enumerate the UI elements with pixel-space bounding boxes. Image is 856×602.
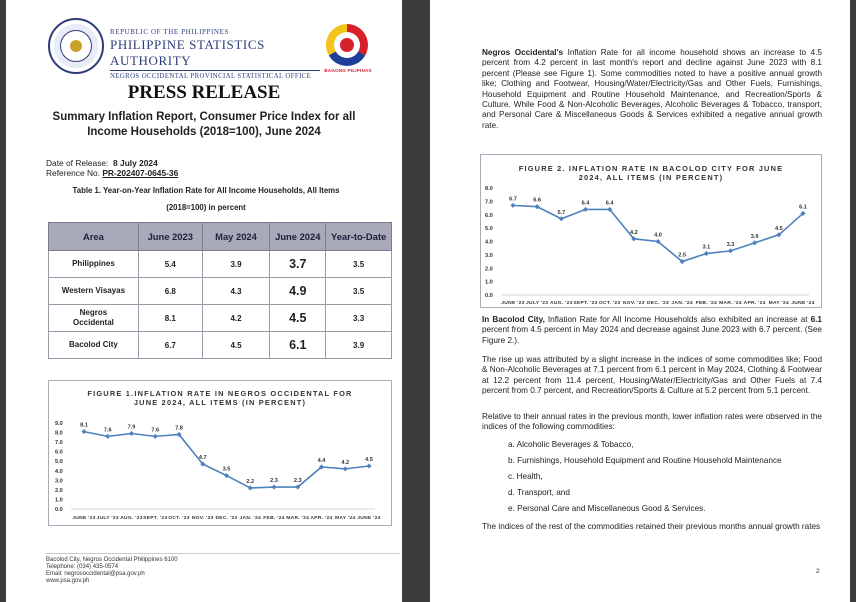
cell-ytd: 3.5: [326, 251, 392, 278]
figure-1-data-point: [271, 484, 276, 489]
cell-june-2024: 3.7: [270, 251, 326, 278]
figure-2-y-tick-label: 8.0: [485, 186, 493, 192]
figure-1-chart: [48, 380, 392, 526]
col-header-area: Area: [49, 223, 139, 251]
cell-area: Western Visayas: [49, 278, 139, 305]
figure-2-x-tick-label: FEB. '24: [695, 301, 718, 306]
figure-1-data-label: 3.5: [222, 466, 231, 473]
figure-2-data-label: 3.1: [702, 244, 711, 251]
figure-1-x-tick-label: JULY '23: [96, 516, 119, 521]
reference-label: Reference No.: [46, 168, 100, 178]
figure-1-y-tick-label: 5.0: [55, 459, 63, 466]
footer-address: Bacolod City, Negros Occidental Philippines 6100: [46, 557, 178, 563]
figure-2-data-point: [559, 216, 564, 221]
cell-june-2024: 4.9: [270, 278, 326, 305]
cell-ytd: 3.9: [326, 332, 392, 359]
figure-1-x-tick-label: MAR. '24: [286, 516, 310, 521]
document-page-1: [6, 0, 402, 602]
release-date-label: Date of Release:: [46, 158, 109, 168]
col-header-may-2024: May 2024: [202, 223, 270, 251]
figure-2-y-tick-label: 3.0: [485, 252, 493, 259]
figure-2-data-label: 4.2: [629, 229, 638, 236]
paragraph-rise: The rise up was attributed by a slight increase in the indices of some commodities like; Food & Non-Alcoholic Beverages at 7.1 percent from 6.1 percent in May 2024, Clothing & Footwear at 12.2 percent from 11.4 percent, Housing/Water/Electricity/Gas and Other Fuels at 7.4 percent from 0.7 percent, and Recreation/Sports & Culture at 5.2 percent from 5.1 percent.: [482, 355, 822, 396]
cell-june-2023: 8.1: [138, 305, 202, 332]
figure-1-y-tick-label: 8.0: [55, 430, 63, 437]
footer-telephone: Telephone: (034) 435-0574: [46, 564, 119, 570]
commodity-list: [508, 440, 818, 520]
paragraph-body-b: percent from 4.5 percent in May 2024 and decrease against June 2023 with 6.7 percent. (See Figure 2.).: [482, 325, 822, 345]
figure-1-data-label: 2.3: [293, 478, 302, 485]
figure-1-data-label: 8.1: [80, 422, 88, 429]
figure-2-data-point: [704, 251, 709, 256]
cell-may-2024: 3.9: [202, 251, 270, 278]
figure-2-data-point: [535, 204, 540, 209]
list-item: b. Furnishings, Household Equipment and Routine Household Maintenance: [508, 456, 782, 465]
figure-1-y-tick-label: 1.0: [55, 497, 63, 504]
figure-1-x-tick-label: OCT. '23: [168, 516, 190, 521]
figure-2-x-tick-label: SEPT. '23: [573, 301, 598, 306]
figure-2-data-label: 6.6: [533, 197, 542, 204]
table-row: [49, 278, 392, 305]
figure-2-data-label: 4.5: [774, 225, 783, 232]
figure-2-data-label: 6.7: [509, 196, 517, 203]
figure-1-data-label: 4.2: [341, 459, 350, 466]
figure-1-data-point: [81, 429, 86, 434]
cell-june-2024: 6.1: [270, 332, 326, 359]
figure-2-x-tick-label: NOV. '23: [622, 301, 645, 306]
agency-name: PHILIPPINE STATISTICS AUTHORITY: [110, 37, 320, 71]
figure-2-data-label: 3.3: [726, 241, 735, 248]
paragraph-body: Inflation Rate for all income household shows an increase to 4.5 percent from 4.2 percent in last month's report and decline against June 2023 with 8.1 percent (Please see Figure 1). Some commodities noted to have a positive annual growth like; Clothing and Footwear, Housing/Water/Electricity/Gas and Other Fuels, Furnishings, Household Equipment and Routine Household Maintenance, and Recreation/Sports & Culture. While Food & Non-Alcoholic Beverages, Alcoholic Beverages & Tobacco, transport, and Personal Care & Miscellaneous Goods & Services exhibited a negative annual growth rate.: [482, 48, 822, 130]
col-header-june-2023: June 2023: [138, 223, 202, 251]
footer-website[interactable]: www.psa.gov.ph: [46, 578, 90, 584]
figure-1-y-tick-label: 6.0: [55, 449, 63, 456]
figure-1-data-point: [129, 431, 134, 436]
paragraph-negros-occidental: [482, 48, 822, 131]
table-row: [49, 251, 392, 278]
page-number: 2: [816, 568, 820, 575]
figure-2-y-tick-label: 7.0: [485, 199, 493, 206]
figure-1-x-tick-label: JUNE '24: [357, 516, 381, 521]
figure-1-data-label: 7.6: [103, 427, 112, 434]
figure-1-data-label: 2.2: [246, 478, 255, 485]
figure-1-y-tick-label: 7.0: [55, 440, 63, 447]
figure-2-data-label: 5.7: [557, 209, 566, 216]
figure-2-data-point: [583, 207, 588, 212]
figure-1-y-tick-label: 4.0: [55, 468, 63, 475]
figure-2-data-label: 2.5: [678, 252, 687, 259]
footer-divider: [46, 553, 400, 554]
figure-1-plot: [49, 381, 393, 527]
figure-1-y-tick-label: 9.0: [55, 421, 63, 427]
col-header-june-2024: June 2024: [270, 223, 326, 251]
paragraph-lead: Negros Occidental's: [482, 48, 564, 57]
reference-number: PR-202407-0645-36: [102, 168, 179, 178]
figure-2-data-point: [752, 240, 757, 245]
figure-2-title-line1: FIGURE 2. INFLATION RATE IN BACOLOD CITY FOR JUNE: [518, 164, 784, 173]
figure-2-data-label: 6.4: [605, 200, 614, 207]
paragraph-bacolod-city: [482, 315, 822, 346]
figure-1-data-label: 7.9: [127, 424, 136, 431]
figure-1-data-point: [153, 434, 158, 439]
figure-1-x-tick-label: AUG. '23: [120, 516, 143, 521]
release-date: 8 July 2024: [113, 158, 158, 168]
paragraph-bold-value: 6.1: [810, 315, 822, 324]
cell-area: Negros Occidental: [49, 305, 139, 332]
table-row: [49, 332, 392, 359]
cell-area: Bacolod City: [49, 332, 139, 359]
table-header-row: [49, 223, 392, 251]
table-row: [49, 305, 392, 332]
figure-1-data-label: 7.8: [175, 425, 183, 432]
figure-2-data-label: 4.0: [654, 232, 662, 239]
table-caption-line1: Table 1. Year-on-Year Inflation Rate for All Income Households, All Items: [72, 186, 340, 195]
office-name: NEGROS OCCIDENTAL PROVINCIAL STATISTICAL OFFICE: [110, 73, 312, 80]
figure-1-x-tick-label: APR. '24: [310, 516, 333, 521]
figure-1-y-tick-label: 2.0: [55, 487, 63, 494]
figure-2-x-tick-label: MAR. '24: [719, 301, 742, 306]
figure-1-title-line2: JUNE 2024, ALL ITEMS (IN PERCENT): [133, 398, 307, 407]
footer-email[interactable]: Email: negrosoccidental@psa.gov.ph: [46, 571, 145, 577]
figure-2-x-tick-label: JUNE '24: [791, 301, 815, 306]
table-caption-line2: (2018=100) in percent: [166, 203, 246, 212]
figure-2-x-tick-label: APR. '24: [743, 301, 766, 306]
figure-1-x-tick-label: SEPT. '23: [143, 516, 168, 521]
figure-1-data-label: 4.4: [317, 457, 326, 464]
figure-2-x-tick-label: AUG. '23: [550, 301, 573, 306]
figure-1-x-tick-label: JUNE '23: [72, 516, 96, 521]
report-subtitle: Summary Inflation Report, Consumer Price Index for all Income Households (2018=100), June 2024: [52, 111, 356, 138]
figure-2-y-tick-label: 2.0: [485, 266, 493, 273]
figure-2-x-tick-label: DEC. '23: [646, 301, 670, 306]
list-item: d. Transport, and: [508, 488, 570, 497]
figure-2-y-tick-label: 5.0: [485, 226, 493, 233]
figure-2-data-label: 6.4: [581, 200, 590, 207]
press-release-heading: PRESS RELEASE: [127, 82, 281, 103]
cell-area: Philippines: [49, 251, 139, 278]
figure-1-series-line: [84, 432, 369, 488]
figure-1-x-tick-label: DEC. '23: [215, 516, 238, 521]
figure-2-data-label: 6.1: [799, 204, 807, 211]
bagong-pilipinas-logo: [326, 24, 368, 66]
psa-seal-logo: [48, 18, 104, 74]
paragraph-lower-rates: Relative to their annual rates in the previous month, lower inflation rates were observed in the indices of the following commodities:: [482, 412, 822, 432]
figure-2-data-label: 3.9: [750, 233, 759, 240]
cell-ytd: 3.3: [326, 305, 392, 332]
figure-1-data-point: [343, 466, 348, 471]
cell-june-2023: 5.4: [138, 251, 202, 278]
cell-ytd: 3.5: [326, 278, 392, 305]
paragraph-retained: The indices of the rest of the commodities retained their previous months annual growth rates: [482, 522, 821, 531]
figure-2-x-tick-label: MAY '24: [768, 301, 790, 306]
figure-1-x-tick-label: FEB. '24: [263, 516, 285, 521]
release-info: [46, 158, 178, 178]
figure-1-data-point: [105, 434, 110, 439]
figure-2-x-tick-label: OCT. '23: [598, 301, 621, 306]
figure-2-data-point: [510, 203, 515, 208]
figure-1-data-label: 2.3: [270, 478, 278, 485]
figure-1-x-tick-label: MAY '24: [335, 516, 356, 521]
figure-2-x-tick-label: JAN. '24: [671, 301, 693, 306]
figure-1-y-tick-label: 3.0: [55, 478, 63, 485]
cell-june-2023: 6.7: [138, 332, 202, 359]
col-header-ytd: Year-to-Date: [326, 223, 392, 251]
figure-2-x-tick-label: JULY '23: [526, 301, 549, 306]
paragraph-lead: In Bacolod City,: [482, 315, 545, 324]
figure-1-data-label: 4.5: [365, 457, 373, 463]
figure-1-title-line1: FIGURE 1.INFLATION RATE IN NEGROS OCCIDENTAL FOR: [87, 389, 353, 398]
cell-june-2023: 6.8: [138, 278, 202, 305]
figure-2-data-point: [728, 248, 733, 253]
figure-2-y-tick-label: 4.0: [485, 239, 493, 246]
figure-2-x-tick-label: JUNE '23: [501, 301, 525, 306]
cell-may-2024: 4.5: [202, 332, 270, 359]
footer-contact: [46, 557, 178, 585]
inflation-table: [48, 222, 392, 359]
republic-label: REPUBLIC OF THE PHILIPPINES: [110, 28, 229, 36]
figure-1-data-point: [366, 463, 371, 468]
figure-2-plot: [481, 155, 823, 309]
figure-2-y-tick-label: 6.0: [485, 212, 493, 219]
figure-1-x-tick-label: NOV. '23: [191, 516, 214, 521]
paragraph-body-a: Inflation Rate for All Income Households also exhibited an increase at: [544, 315, 811, 324]
logo-center: [340, 38, 354, 52]
list-item: a. Alcoholic Beverages & Tobacco,: [508, 440, 634, 449]
table-caption: [48, 182, 364, 216]
document-page-2: [430, 0, 850, 602]
figure-1-x-tick-label: JAN. '24: [239, 516, 262, 521]
logo-caption: BAGONG PILIPINAS: [324, 68, 372, 73]
figure-1-y-tick-label: 0.0: [55, 507, 63, 513]
cell-may-2024: 4.2: [202, 305, 270, 332]
figure-2-y-tick-label: 1.0: [485, 279, 493, 286]
list-item: e. Personal Care and Miscellaneous Good & Services.: [508, 504, 706, 513]
agency-header: [110, 28, 320, 80]
figure-1-data-label: 4.7: [198, 455, 207, 462]
cell-may-2024: 4.3: [202, 278, 270, 305]
list-item: c. Health,: [508, 472, 543, 481]
figure-2-chart: [480, 154, 822, 308]
figure-2-title-line2: 2024, ALL ITEMS (IN PERCENT): [578, 173, 724, 182]
figure-1-data-label: 7.6: [151, 427, 160, 434]
seal-sun-icon: [70, 40, 82, 52]
figure-2-y-tick-label: 0.0: [485, 293, 493, 299]
cell-june-2024: 4.5: [270, 305, 326, 332]
